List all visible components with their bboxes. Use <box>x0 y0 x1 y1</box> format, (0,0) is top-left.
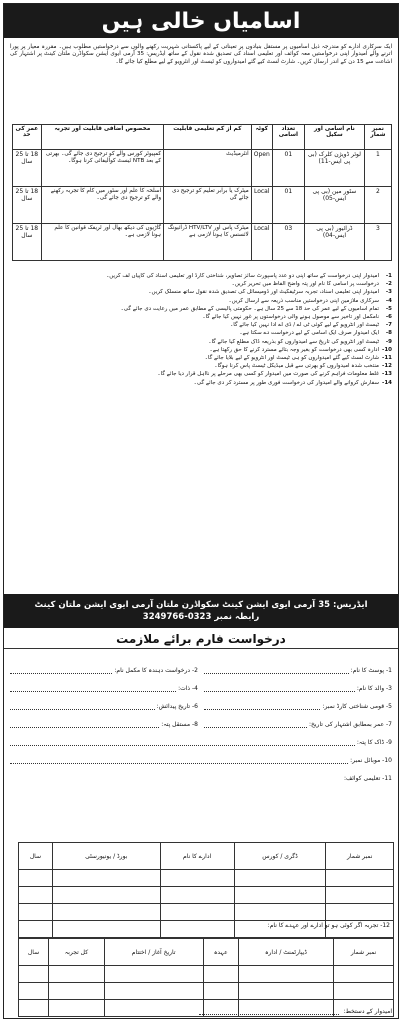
table-cell <box>160 870 234 887</box>
form-field-label: 8- مستقل پتہ: <box>161 721 198 728</box>
instruction-item <box>10 346 392 354</box>
form-field <box>10 755 392 764</box>
instruction-item <box>10 362 392 370</box>
table-cell <box>238 983 333 1000</box>
address-text: ایڈریس: 35 آرمی ایوی ایشن کینٹ سکواڈرن ملتان آرمی ایوی ایشن ملتان کینٹ <box>34 600 368 610</box>
table-cell <box>104 983 203 1000</box>
instruction-number: 3- <box>385 289 392 296</box>
table-cell <box>160 904 234 921</box>
table-row <box>19 870 394 887</box>
instruction-item <box>10 305 392 313</box>
table-cell: میٹرک یا برابر تعلیم کو ترجیح دی جائے گی <box>164 187 252 224</box>
form-field <box>10 665 198 674</box>
form-field-line <box>10 719 159 728</box>
instruction-number: 10- <box>382 346 392 353</box>
table-cell <box>234 870 326 887</box>
instruction-text: ایک امیدوار صرف ایک اسامی کے لیے درخواست دے سکتا ہے۔ <box>239 330 379 337</box>
form-row <box>10 692 392 710</box>
instruction-item <box>10 313 392 321</box>
jobs-table-body <box>13 150 392 261</box>
table-cell: 01 <box>272 187 304 224</box>
table-cell <box>49 983 105 1000</box>
instructions-list <box>10 272 392 387</box>
table-cell <box>52 870 160 887</box>
form-field-label: 3- والد کا نام: <box>356 685 392 692</box>
instruction-item <box>10 370 392 378</box>
instruction-item <box>10 354 392 362</box>
table-cell <box>19 904 53 921</box>
jobs-header-cell: عمر کی حد <box>13 125 42 150</box>
form-row <box>10 710 392 728</box>
grid-header-cell: تاریخ آغاز / اختتام <box>104 939 203 966</box>
form-field <box>204 665 392 674</box>
form-field-line <box>10 737 355 746</box>
form-row <box>10 674 392 692</box>
form-field <box>10 683 198 692</box>
experience-label: 12- تجربہ اگر کوئی ہو تو ادارے اور عہدے کا نام: <box>267 922 390 929</box>
address-banner <box>4 594 398 628</box>
table-cell <box>234 904 326 921</box>
form-field-line <box>10 665 112 674</box>
instruction-text: ٹیسٹ اور انٹرویو کی تاریخ سے امیدواروں کو بذریعہ ڈاک مطلع کیا جائے گا۔ <box>208 338 379 345</box>
grid-header-cell: ڈیپارٹمنٹ / ادارہ <box>238 939 333 966</box>
instruction-text: امیدوار اپنی تعلیمی اسناد، تجربہ سرٹیفکیٹ اور ڈومیسائل کی تصدیق شدہ نقول ساتھ منسلک کریں۔ <box>148 289 379 296</box>
form-title: درخواست فارم برائے ملازمت <box>4 632 398 649</box>
table-cell: ڈرائیور (بی پی ایس-04) <box>304 224 364 261</box>
table-cell <box>326 887 394 904</box>
jobs-header-cell: کم از کم تعلیمی قابلیت <box>164 125 252 150</box>
table-cell: 3 <box>364 224 391 261</box>
instruction-number: 11- <box>382 355 392 362</box>
table-cell: 18 تا 25 سال <box>13 187 42 224</box>
instruction-number: 5- <box>385 305 392 312</box>
instruction-text: سفارش کروانے والے امیدوار کی درخواست فوری طور پر مسترد کر دی جائے گی۔ <box>193 379 379 386</box>
jobs-header-cell: کوٹہ <box>251 125 272 150</box>
grid-header-cell: ادارے کا نام <box>160 843 234 870</box>
table-cell: انٹرمیڈیٹ <box>164 150 252 187</box>
form-field-line <box>204 719 307 728</box>
table-row <box>13 150 392 187</box>
table-cell: 18 تا 25 سال <box>13 150 42 187</box>
table-row <box>19 887 394 904</box>
table-cell <box>203 983 238 1000</box>
table-cell: 1 <box>364 150 391 187</box>
contact-number: رابطہ نمبر 0323-3249766 <box>142 612 260 622</box>
table-cell <box>160 921 234 938</box>
instruction-text: شارٹ لسٹ کیے گئے امیدواروں کو ہی ٹیسٹ اور انٹرویو کے لیے بلایا جائے گا۔ <box>204 355 379 362</box>
application-form-fields <box>10 656 392 782</box>
grid-header-cell: عہدہ <box>203 939 238 966</box>
form-field-label: 10- موبائل نمبر: <box>350 757 392 764</box>
instruction-number: 8- <box>385 330 392 337</box>
education-table-header <box>19 843 394 870</box>
form-field-label: 6- تاریخ پیدائش: <box>156 703 198 710</box>
table-cell <box>104 966 203 983</box>
instruction-number: 14- <box>382 379 392 386</box>
instruction-text: ادارہ کسی بھی درخواست کو بغیر وجہ بتائے مسترد کرنے کا حق رکھتا ہے۔ <box>209 346 379 353</box>
instruction-item <box>10 338 392 346</box>
grid-header-cell: سال <box>19 939 49 966</box>
table-cell: سٹور مین (بی پی ایس-05) <box>304 187 364 224</box>
table-cell <box>160 887 234 904</box>
grid-header-cell: نمبر شمار <box>326 843 394 870</box>
table-row <box>19 983 394 1000</box>
table-cell <box>19 966 49 983</box>
jobs-table <box>12 124 392 261</box>
table-cell <box>334 966 394 983</box>
form-field <box>204 719 392 728</box>
jobs-header-cell: تعداد اسامی <box>272 125 304 150</box>
table-cell: کمپیوٹر کورس والے کو ترجیح دی جائے گی۔ بھرتی کے بعد NTB ٹیسٹ کوالیفائی کرنا ہوگا۔ <box>41 150 163 187</box>
table-row <box>19 966 394 983</box>
table-cell: 18 تا 25 سال <box>13 224 42 261</box>
job-advertisement <box>3 3 399 1019</box>
instruction-text: درخواست پر اسامی کا نام اور پتہ واضح الفاظ میں تحریر کریں۔ <box>231 281 379 288</box>
table-cell: 2 <box>364 187 391 224</box>
grid-header-cell: بورڈ / یونیورسٹی <box>52 843 160 870</box>
form-field <box>10 737 392 746</box>
table-cell: اسلحہ کا علم اور سٹور میں کام کا تجربہ رکھنے والے کو ترجیح دی جائے گی۔ <box>41 187 163 224</box>
intro-paragraph: ایک سرکاری ادارے کو مندرجہ ذیل اسامیوں پر مستقل بنیادوں پر تعیناتی کے لیے پاکستانی شہریت رکھنے والوں سے درخواستیں مطلوب ہیں۔ مقررہ معیار پر پورا اترنے والے امیدوار اپنی درخواستیں معہ کوائف اور تعلیمی اسناد کی تصدیق شدہ نقول کے ساتھ ایڈریس: 35 آرمی ایوی ایشن سکواڈرن ملتان کینٹ پر اشتہار کی اشاعت سے 15 دن کے اندر ارسال کریں۔ شارٹ لسٹ کیے گئے امیدواروں کو ٹیسٹ اور انٹرویو کے لیے مطلع کیا جائے گا۔ <box>10 44 392 65</box>
table-cell <box>52 904 160 921</box>
table-row <box>19 904 394 921</box>
form-row <box>10 764 392 782</box>
form-row <box>10 728 392 746</box>
form-field-line <box>10 701 155 710</box>
table-row <box>13 187 392 224</box>
instruction-text: غلط معلومات فراہم کرنے کی صورت میں امیدوار کو کسی بھی مرحلے پر نااہل قرار دیا جائے گا۔ <box>157 371 379 378</box>
form-field-label: 9- ڈاک کا پتہ: <box>356 739 392 746</box>
table-cell <box>19 887 53 904</box>
page-title: اسامیاں خالی ہیں <box>4 4 398 38</box>
table-cell <box>19 870 53 887</box>
signature-label: امیدوار کے دستخط: <box>343 1008 392 1015</box>
table-cell <box>234 887 326 904</box>
form-field-label: 7- عمر بمطابق اشتہار کی تاریخ: <box>308 721 392 728</box>
table-cell <box>334 983 394 1000</box>
form-field <box>204 683 392 692</box>
grid-header-cell: سال <box>19 843 53 870</box>
grid-header-cell: نمبر شمار <box>334 939 394 966</box>
table-cell: Local <box>251 224 272 261</box>
form-field <box>10 775 392 782</box>
instruction-item <box>10 280 392 288</box>
instruction-number: 4- <box>385 297 392 304</box>
form-field <box>10 719 198 728</box>
form-field <box>10 701 198 710</box>
instruction-number: 9- <box>385 338 392 345</box>
instruction-item <box>10 297 392 305</box>
form-field-line <box>204 683 355 692</box>
form-field-label: 2- درخواست دہندہ کا مکمل نام: <box>114 667 198 674</box>
form-field-label: 1- پوسٹ کا نام: <box>350 667 392 674</box>
instruction-number: 7- <box>385 322 392 329</box>
form-field-label: 5- قومی شناختی کارڈ نمبر: <box>322 703 392 710</box>
form-field-line <box>204 701 320 710</box>
signature-row <box>10 1008 392 1015</box>
experience-table-header <box>19 939 394 966</box>
table-cell <box>49 966 105 983</box>
table-cell: گاڑیوں کی دیکھ بھال اور ٹریفک قوانین کا علم ہونا لازمی ہے۔ <box>41 224 163 261</box>
grid-header-cell: کل تجربہ <box>49 939 105 966</box>
table-cell: Local <box>251 187 272 224</box>
instruction-text: تمام اسامیوں کے لیے عمر کی حد 18 سے 25 سال ہے۔ حکومتی پالیسی کے مطابق عمر میں رعایت دی جائے گی۔ <box>120 305 379 312</box>
table-cell: Open <box>251 150 272 187</box>
instruction-item <box>10 321 392 329</box>
experience-table <box>18 938 394 1017</box>
table-cell: لوئر ڈویژن کلرک (بی پی ایس-11) <box>304 150 364 187</box>
instruction-number: 6- <box>385 314 392 321</box>
instruction-text: منتخب شدہ امیدواروں کو بھرتی سے قبل میڈیکل ٹیسٹ پاس کرنا ہوگا۔ <box>214 363 379 370</box>
form-field-label: 4- ذات: <box>178 685 198 692</box>
jobs-header-cell: مخصوص اضافی قابلیت اور تجربہ <box>41 125 163 150</box>
table-cell: میٹرک پاس اور HTV/LTV ڈرائیونگ لائسنس کا ہونا لازمی ہے <box>164 224 252 261</box>
instruction-number: 12- <box>382 363 392 370</box>
instruction-text: امیدوار اپنی درخواست کے ساتھ اپنی دو عدد پاسپورٹ سائز تصاویر، شناختی کارڈ اور تعلیمی اسناد کی کاپیاں لف کریں۔ <box>106 273 379 279</box>
table-cell <box>238 966 333 983</box>
instruction-number: 2- <box>385 281 392 288</box>
jobs-header-cell: نمبر شمار <box>364 125 391 150</box>
table-cell <box>19 983 49 1000</box>
table-cell: 01 <box>272 150 304 187</box>
jobs-header-cell: نام اسامی اور سکیل <box>304 125 364 150</box>
instruction-item <box>10 329 392 337</box>
instruction-item <box>10 379 392 387</box>
form-row <box>10 656 392 674</box>
table-row <box>13 224 392 261</box>
form-field-line <box>10 683 176 692</box>
form-field <box>204 701 392 710</box>
table-cell <box>203 966 238 983</box>
table-cell <box>19 921 53 938</box>
table-cell <box>326 870 394 887</box>
table-cell <box>52 887 160 904</box>
instruction-item <box>10 272 392 280</box>
instruction-number: 1- <box>385 273 392 279</box>
instruction-number: 13- <box>382 371 392 378</box>
jobs-table-header <box>13 125 392 150</box>
instruction-text: نامکمل اور تاخیر سے موصول ہونے والی درخواستوں پر غور نہیں کیا جائے گا۔ <box>202 314 379 321</box>
table-cell: 03 <box>272 224 304 261</box>
instruction-text: سرکاری ملازمین اپنی درخواستیں مناسب ذریعہ سے ارسال کریں۔ <box>228 297 379 304</box>
instruction-item <box>10 288 392 296</box>
form-row <box>10 746 392 764</box>
grid-header-cell: ڈگری / کورس <box>234 843 326 870</box>
instruction-text: ٹیسٹ اور انٹرویو کے لیے کوئی ٹی اے / ڈی اے ادا نہیں کیا جائے گا۔ <box>230 322 379 329</box>
signature-line <box>199 1008 339 1015</box>
form-field-label: 11- تعلیمی کوائف: <box>344 775 392 782</box>
form-field-line <box>10 755 348 764</box>
form-field-line <box>204 665 349 674</box>
table-cell <box>326 904 394 921</box>
table-cell <box>52 921 160 938</box>
